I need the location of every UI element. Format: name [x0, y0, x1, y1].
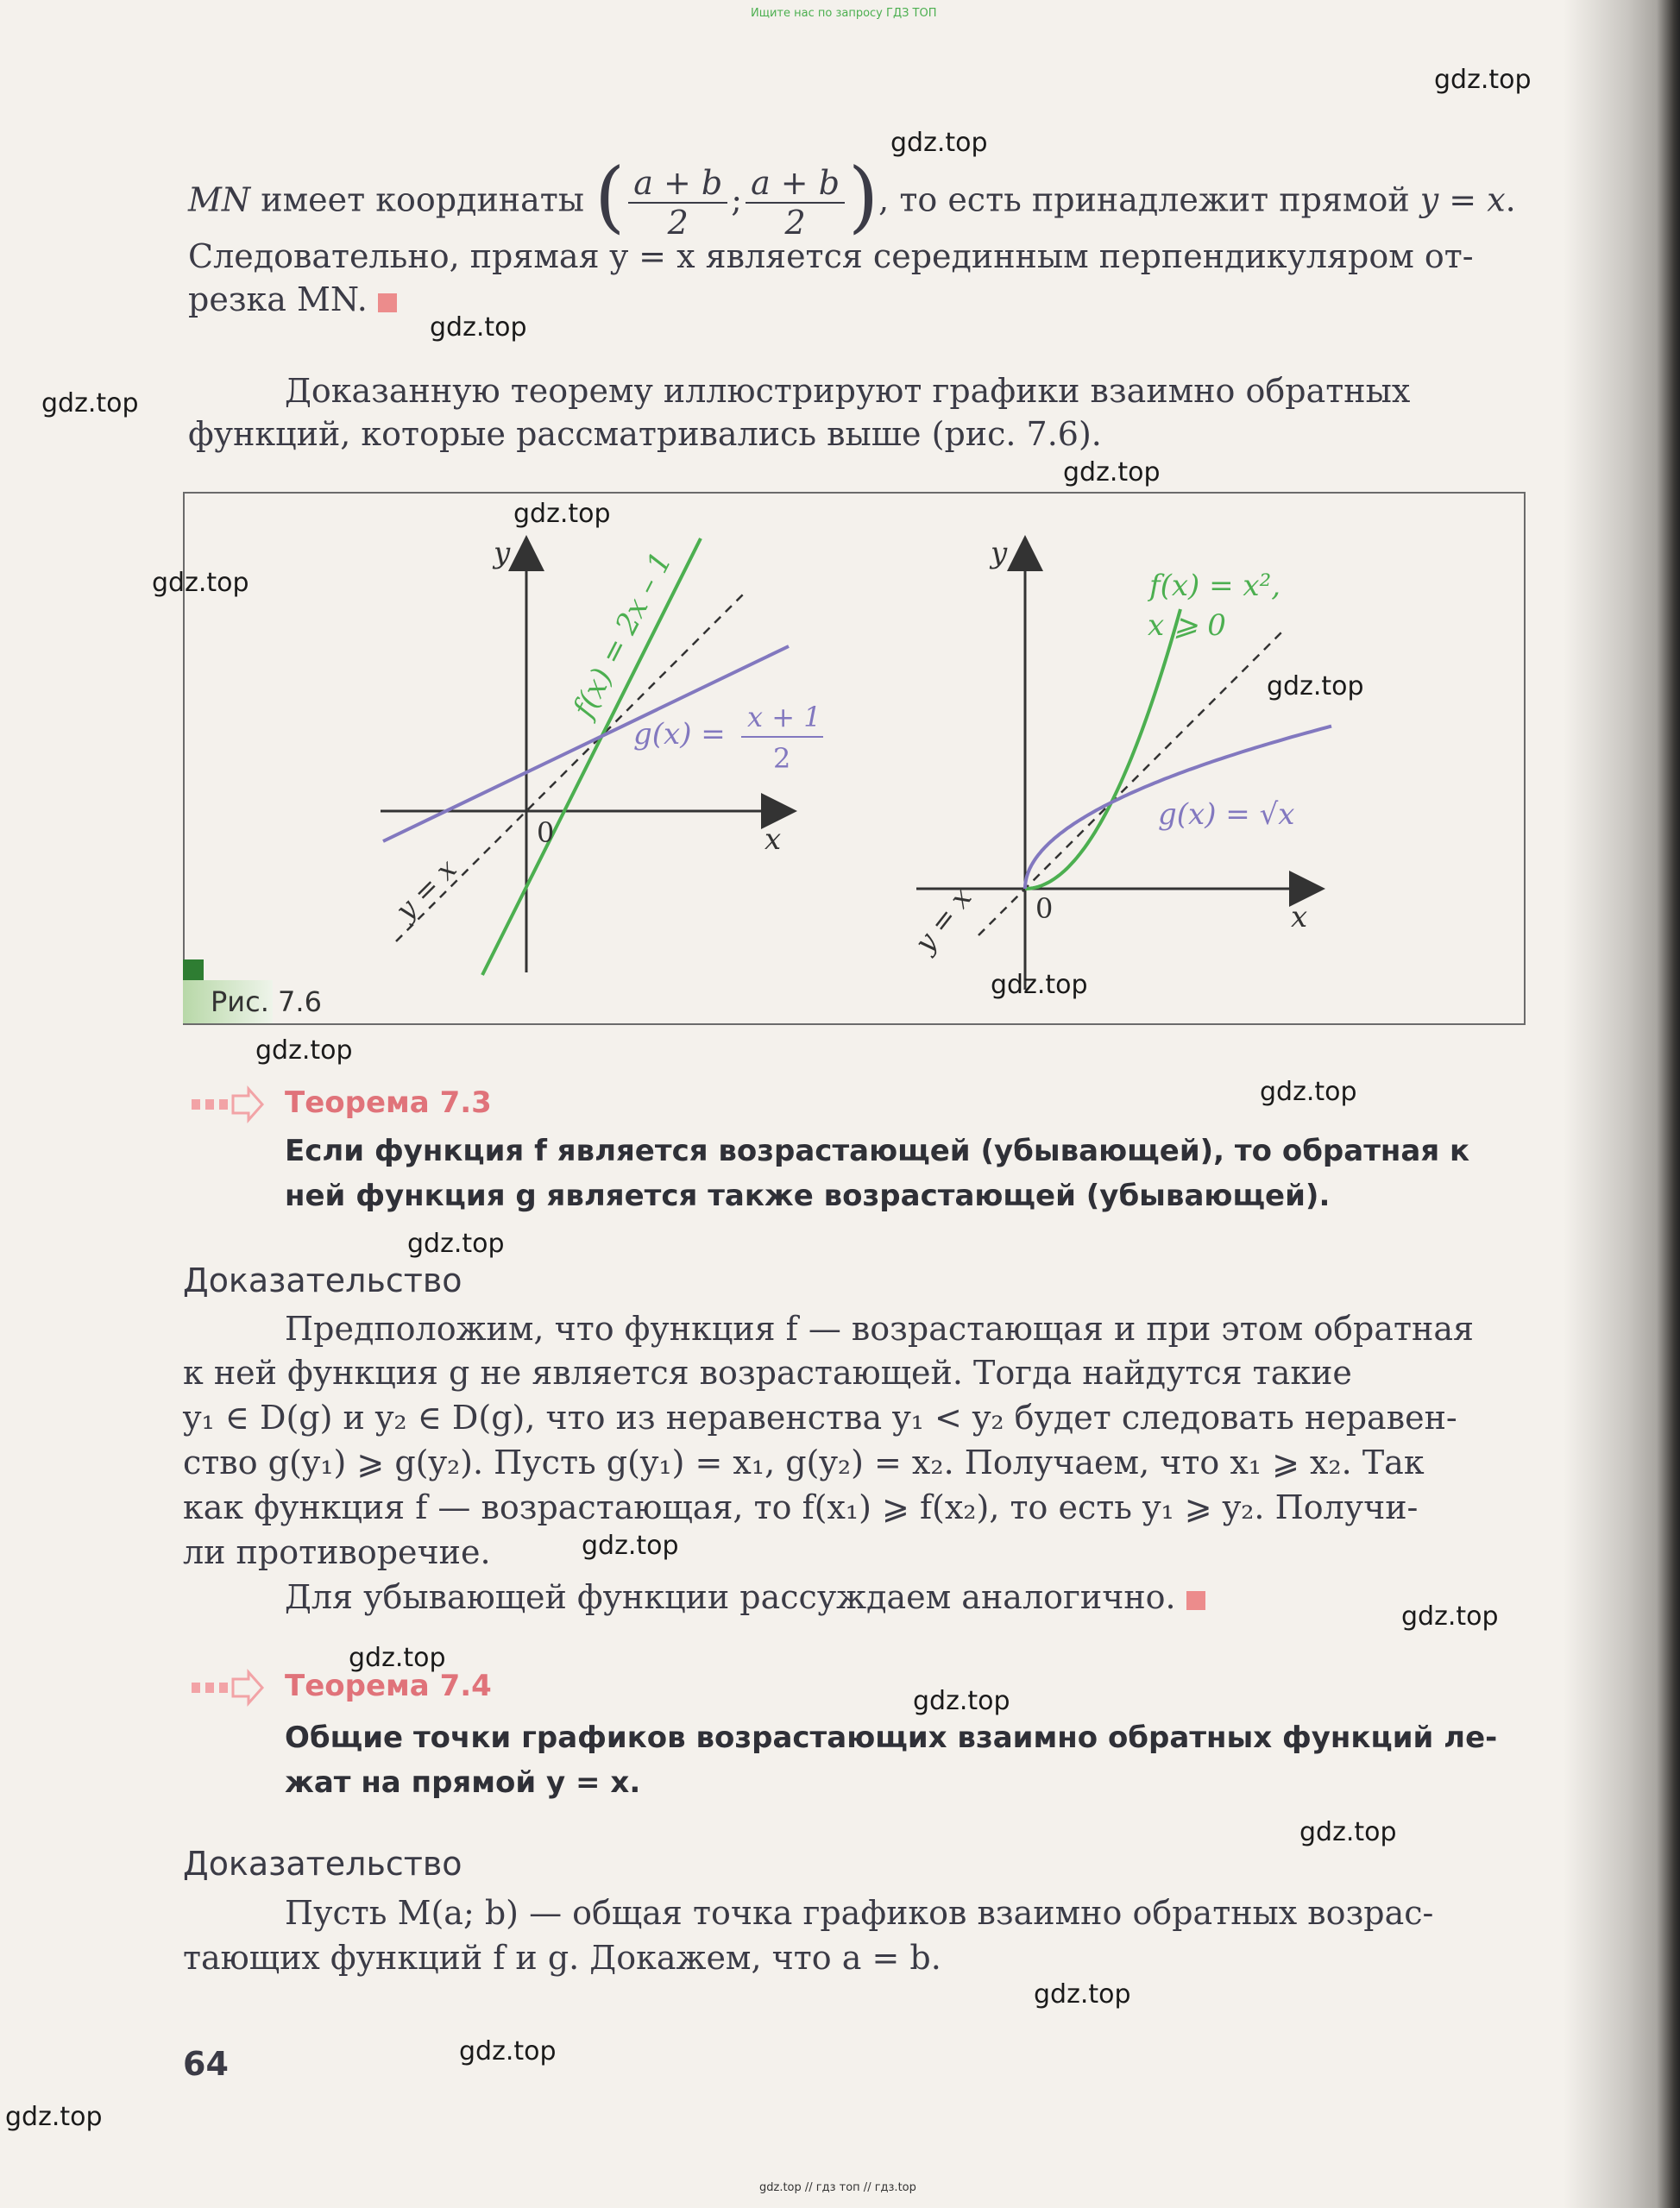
watermark: gdz.top — [1034, 1979, 1131, 2010]
watermark: gdz.top — [407, 1229, 505, 1259]
left-diagonal-label: y = x — [388, 852, 463, 927]
proof1-line1: Предположим, что функция f — возрастающая и при этом обратная — [285, 1310, 1474, 1348]
watermark: gdz.top — [1401, 1601, 1499, 1632]
proof1-line2: к ней функция g не является возрастающей. Тогда найдутся такие — [183, 1354, 1352, 1392]
watermark: gdz.top — [991, 970, 1088, 1000]
watermark: gdz.top — [890, 128, 988, 158]
para2-line1: Доказанную теорему иллюстрируют графики взаимно обратных — [285, 372, 1411, 410]
left-g-numerator: x + 1 — [747, 701, 821, 733]
para2-line2: функций, которые рассматривались выше (рис. 7.6). — [188, 415, 1102, 453]
watermark: gdz.top — [1260, 1077, 1357, 1107]
para1-line1: MN имеет координаты ( $\frac{a + b}{2}$ ; $\frac{a + b}{2}$ ), то есть принадлежит прямой y = x. — [188, 151, 1516, 242]
right-f-curve — [1025, 609, 1180, 889]
proof1-line6: ли противоречие. — [183, 1533, 491, 1571]
theorem-7-4-line2: жат на прямой y = x. — [285, 1765, 641, 1800]
page-number: 64 — [183, 2045, 229, 2083]
watermark: gdz.top — [430, 312, 527, 343]
left-f-line — [482, 538, 701, 975]
para1-line2: Следовательно, прямая y = x является серединным перпендикуляром от- — [188, 237, 1474, 275]
proof2-line1: Пусть M(a; b) — общая точка графиков взаимно обратных возрас- — [285, 1894, 1434, 1932]
left-g-denominator: 2 — [773, 742, 791, 775]
left-graph — [381, 536, 823, 975]
proof2-heading: Доказательство — [183, 1845, 462, 1883]
left-y-label: y — [494, 536, 511, 570]
right-diagonal-label: y = x — [908, 881, 978, 959]
watermark: gdz.top — [5, 2102, 103, 2132]
proof1-line5: как функция f — возрастающая, то f(x₁) ⩾ f(x₂), то есть y₁ ⩾ y₂. Получи- — [183, 1488, 1419, 1526]
theorem-7-3-line1: Если функция f является возрастающей (убывающей), то обратная к — [285, 1134, 1470, 1168]
para1-line3: резка MN. — [188, 278, 397, 321]
left-g-label: g(x) = — [633, 717, 726, 752]
watermark: gdz.top — [41, 388, 139, 418]
proof2-line2: тающих функций f и g. Докажем, что a = b. — [183, 1939, 941, 1977]
theorem-7-4-title: Теорема 7.4 — [285, 1669, 492, 1703]
watermark: gdz.top — [1063, 457, 1161, 488]
bottom-note: gdz.top // гдз топ // гдз.top — [759, 2181, 916, 2194]
watermark: gdz.top — [1267, 671, 1364, 701]
watermark: gdz.top — [1434, 65, 1532, 95]
end-proof-mark-2 — [1186, 1591, 1205, 1610]
caption-marker — [183, 959, 204, 980]
proof1-line3: y₁ ∈ D(g) и y₂ ∈ D(g), что из неравенства y₁ < y₂ будет следовать неравен- — [183, 1399, 1457, 1437]
figure-graphs — [185, 494, 1524, 1023]
theorem-7-4-arrow-icon — [188, 1669, 266, 1710]
watermark: gdz.top — [349, 1643, 446, 1673]
theorem-7-3-line2: ней функция g является также возрастающей (убывающей). — [285, 1179, 1331, 1213]
end-proof-mark — [378, 293, 397, 312]
watermark: gdz.top — [513, 499, 611, 529]
right-f-label: f(x) = x², — [1149, 569, 1281, 603]
right-f-domain: x ⩾ 0 — [1148, 608, 1226, 643]
left-origin: 0 — [537, 816, 555, 849]
proof1-line7: Для убывающей функции рассуждаем аналогично. — [285, 1576, 1205, 1619]
proof1-line4: ство g(y₁) ⩾ g(y₂). Пусть g(y₁) = x₁, g(y₂) = x₂. Получаем, что x₁ ⩾ x₂. Так — [183, 1444, 1425, 1481]
right-graph — [907, 536, 1331, 990]
left-x-label: x — [764, 822, 782, 857]
watermark: gdz.top — [582, 1531, 679, 1561]
top-note: Ищите нас по запросу ГДЗ ТОП — [751, 7, 937, 20]
watermark: gdz.top — [152, 568, 249, 598]
theorem-7-4-line1: Общие точки графиков возрастающих взаимно обратных функций ле- — [285, 1720, 1498, 1755]
theorem-7-3-title: Теорема 7.3 — [285, 1085, 492, 1120]
book-spine-shadow — [1564, 0, 1680, 2208]
watermark: gdz.top — [459, 2036, 557, 2066]
figure-7-6 — [183, 492, 1526, 1025]
right-x-label: x — [1291, 900, 1308, 934]
watermark: gdz.top — [913, 1686, 1010, 1716]
proof1-heading: Доказательство — [183, 1261, 462, 1299]
right-y-label: y — [991, 536, 1008, 570]
watermark: gdz.top — [1299, 1817, 1397, 1847]
watermark: gdz.top — [255, 1035, 353, 1066]
left-f-label: f(x) = 2x – 1 — [566, 546, 680, 724]
theorem-7-3-arrow-icon — [188, 1085, 266, 1127]
right-g-label: g(x) = √x — [1158, 797, 1295, 832]
figure-caption: Рис. 7.6 — [211, 985, 322, 1018]
right-origin: 0 — [1035, 892, 1054, 925]
